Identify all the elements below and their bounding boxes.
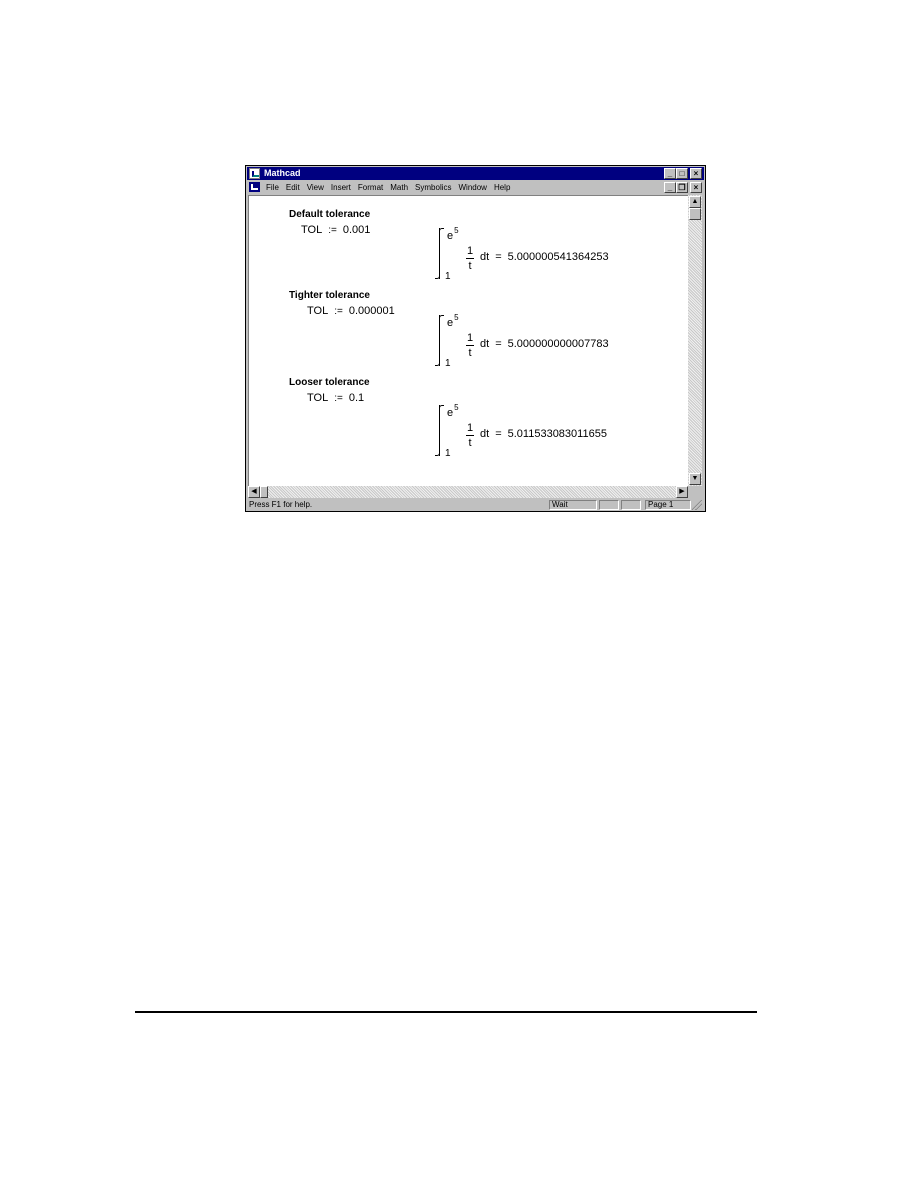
doc-close-button[interactable]: × <box>690 182 702 193</box>
scrollbar-corner <box>688 486 702 498</box>
integral-sign <box>439 405 444 456</box>
scroll-up-button[interactable]: ▲ <box>689 196 701 208</box>
variable-name: TOL <box>307 392 329 404</box>
integrand-fraction: 1 t <box>466 332 474 359</box>
doc-minimize-button[interactable]: _ <box>664 182 676 193</box>
menu-view[interactable]: View <box>306 183 324 192</box>
upper-limit: $e^5$ <box>447 403 459 419</box>
doc-restore-button[interactable]: ❐ <box>676 182 688 193</box>
menu-edit[interactable]: Edit <box>285 183 300 192</box>
menu-math[interactable]: Math <box>390 183 409 192</box>
scroll-right-button[interactable]: ▶ <box>676 486 688 498</box>
define-operator: := <box>334 393 343 404</box>
tol-assignment[interactable] <box>307 305 395 317</box>
section-heading: Tighter tolerance <box>289 290 370 301</box>
status-help-text: Press F1 for help. <box>249 500 313 509</box>
variable-name: TOL <box>301 224 323 236</box>
integral-expression[interactable] <box>435 403 645 459</box>
mathcad-app-icon[interactable] <box>249 168 260 179</box>
vertical-scroll-thumb[interactable] <box>689 208 701 220</box>
section-heading: Looser tolerance <box>289 377 370 388</box>
upper-limit: $e^5$ <box>447 313 459 329</box>
scroll-left-button[interactable]: ◀ <box>248 486 260 498</box>
section-heading: Default tolerance <box>289 209 371 220</box>
page-footer-rule <box>135 1011 757 1013</box>
tol-value: 0.1 <box>348 392 365 404</box>
lower-limit: 1 <box>445 271 451 282</box>
menu-window[interactable]: Window <box>458 183 487 192</box>
close-button[interactable]: × <box>690 168 702 179</box>
upper-limit: $e^5$ <box>447 226 459 242</box>
lower-limit: 1 <box>445 448 451 459</box>
mathcad-window <box>245 165 706 512</box>
define-operator: := <box>334 306 343 317</box>
integral-result: dt = 5.000000000007783 <box>480 338 609 350</box>
menu-format[interactable]: Format <box>357 183 384 192</box>
horizontal-scroll-thumb[interactable] <box>260 486 268 498</box>
integrand-fraction: 1 t <box>466 422 474 449</box>
maximize-button[interactable]: □ <box>676 168 688 179</box>
lower-limit: 1 <box>445 358 451 369</box>
minimize-button[interactable]: _ <box>664 168 676 179</box>
horizontal-scrollbar[interactable] <box>248 486 688 498</box>
document-icon[interactable] <box>249 182 260 192</box>
integral-expression[interactable] <box>435 226 645 282</box>
status-page: Page 1 <box>645 500 691 510</box>
tol-value: 0.001 <box>342 224 371 236</box>
worksheet-area[interactable] <box>248 195 688 486</box>
status-mode: Wait <box>549 500 597 510</box>
integral-sign <box>439 228 444 279</box>
integral-sign <box>439 315 444 366</box>
integrand-fraction: 1 t <box>466 245 474 272</box>
menu-insert[interactable]: Insert <box>330 183 351 192</box>
integral-result: dt = 5.011533083011655 <box>480 428 607 440</box>
menu-bar <box>247 181 704 194</box>
menu-help[interactable]: Help <box>493 183 511 192</box>
window-title: Mathcad <box>264 168 301 178</box>
define-operator: := <box>328 225 337 236</box>
menu-symbolics[interactable]: Symbolics <box>415 183 452 192</box>
integral-expression[interactable] <box>435 313 645 369</box>
title-bar[interactable] <box>247 167 704 180</box>
scroll-down-button[interactable]: ▼ <box>689 473 701 485</box>
tol-assignment[interactable] <box>301 224 370 236</box>
integral-result: dt = 5.000000541364253 <box>480 251 609 263</box>
menu-file[interactable]: File <box>266 183 279 192</box>
resize-grip-icon[interactable] <box>692 500 702 510</box>
status-panel-empty <box>599 500 619 510</box>
status-bar <box>247 499 704 511</box>
tol-assignment[interactable] <box>307 392 364 404</box>
status-panel-empty <box>621 500 641 510</box>
tol-value: 0.000001 <box>348 305 395 317</box>
variable-name: TOL <box>307 305 329 317</box>
vertical-scrollbar[interactable] <box>688 195 702 486</box>
